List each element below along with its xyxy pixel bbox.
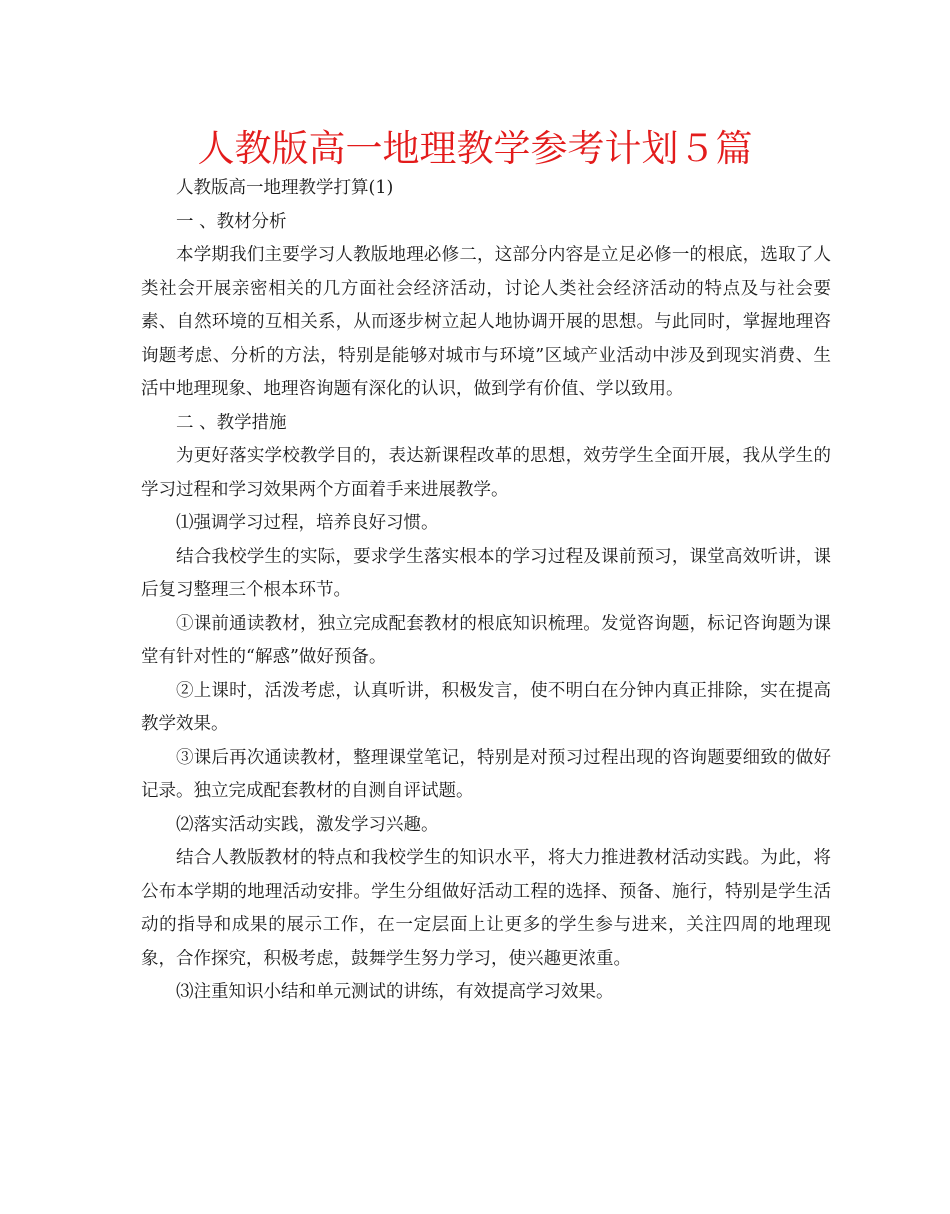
section-heading: 人教版高一地理教学打算(1) [176,178,394,198]
list-item: ③课后再次通读教材，整理课堂笔记，特别是对预习过程出现的咨询题要细致的做好记录。独立完成配套教材的自测自评试题。 [141,747,831,801]
document-title: 人教版高一地理教学参考计划５篇 [197,127,753,170]
list-heading: ⑴强调学习过程，培养良好习惯。 [176,513,439,533]
list-item: ②上课时，活泼考虑，认真听讲，积极发言，使不明白在分钟内真正排除，实在提高教学效果。 [141,680,831,734]
paragraph: 为更好落实学校教学目的，表达新课程改革的思想，效劳学生全面开展，我从学生的学习过程和学习效果两个方面着手来进展教学。 [141,446,831,500]
document-body [141,172,831,1010]
list-heading: ⑶注重知识小结和单元测试的讲练，有效提高学习效果。 [176,982,614,1002]
list-item: ①课前通读教材，独立完成配套教材的根底知识梳理。发觉咨询题，标记咨询题为课堂有针对性的“解惑”做好预备。 [141,613,831,667]
subsection-heading: 一 、教材分析 [176,211,287,232]
subsection-heading: 二 、教学措施 [176,412,287,433]
paragraph: 本学期我们主要学习人教版地理必修二，这部分内容是立足必修一的根底，选取了人类社会开展亲密相关的几方面社会经济活动，讨论人类社会经济活动的特点及与社会要素、自然环境的互相关系，从而逐步树立起人地协调开展的思想。与此同时，掌握地理咨询题考虑、分析的方法，特别是能够对城市与环境”区域产业活动中涉及到现实消费、生活中地理现象、地理咨询题有深化的认识，做到学有价值、学以致用。 [141,245,831,399]
paragraph: 结合人教版教材的特点和我校学生的知识水平，将大力推进教材活动实践。为此，将公布本学期的地理活动安排。学生分组做好活动工程的选择、预备、施行，特别是学生活动的指导和成果的展示工作，在一定层面上让更多的学生参与进来，关注四周的地理现象，合作探究，积极考虑，鼓舞学生努力学习，使兴趣更浓重。 [141,848,831,969]
list-heading: ⑵落实活动实践，激发学习兴趣。 [176,814,439,835]
paragraph: 结合我校学生的实际，要求学生落实根本的学习过程及课前预习，课堂高效听讲，课后复习整理三个根本环节。 [141,546,831,600]
